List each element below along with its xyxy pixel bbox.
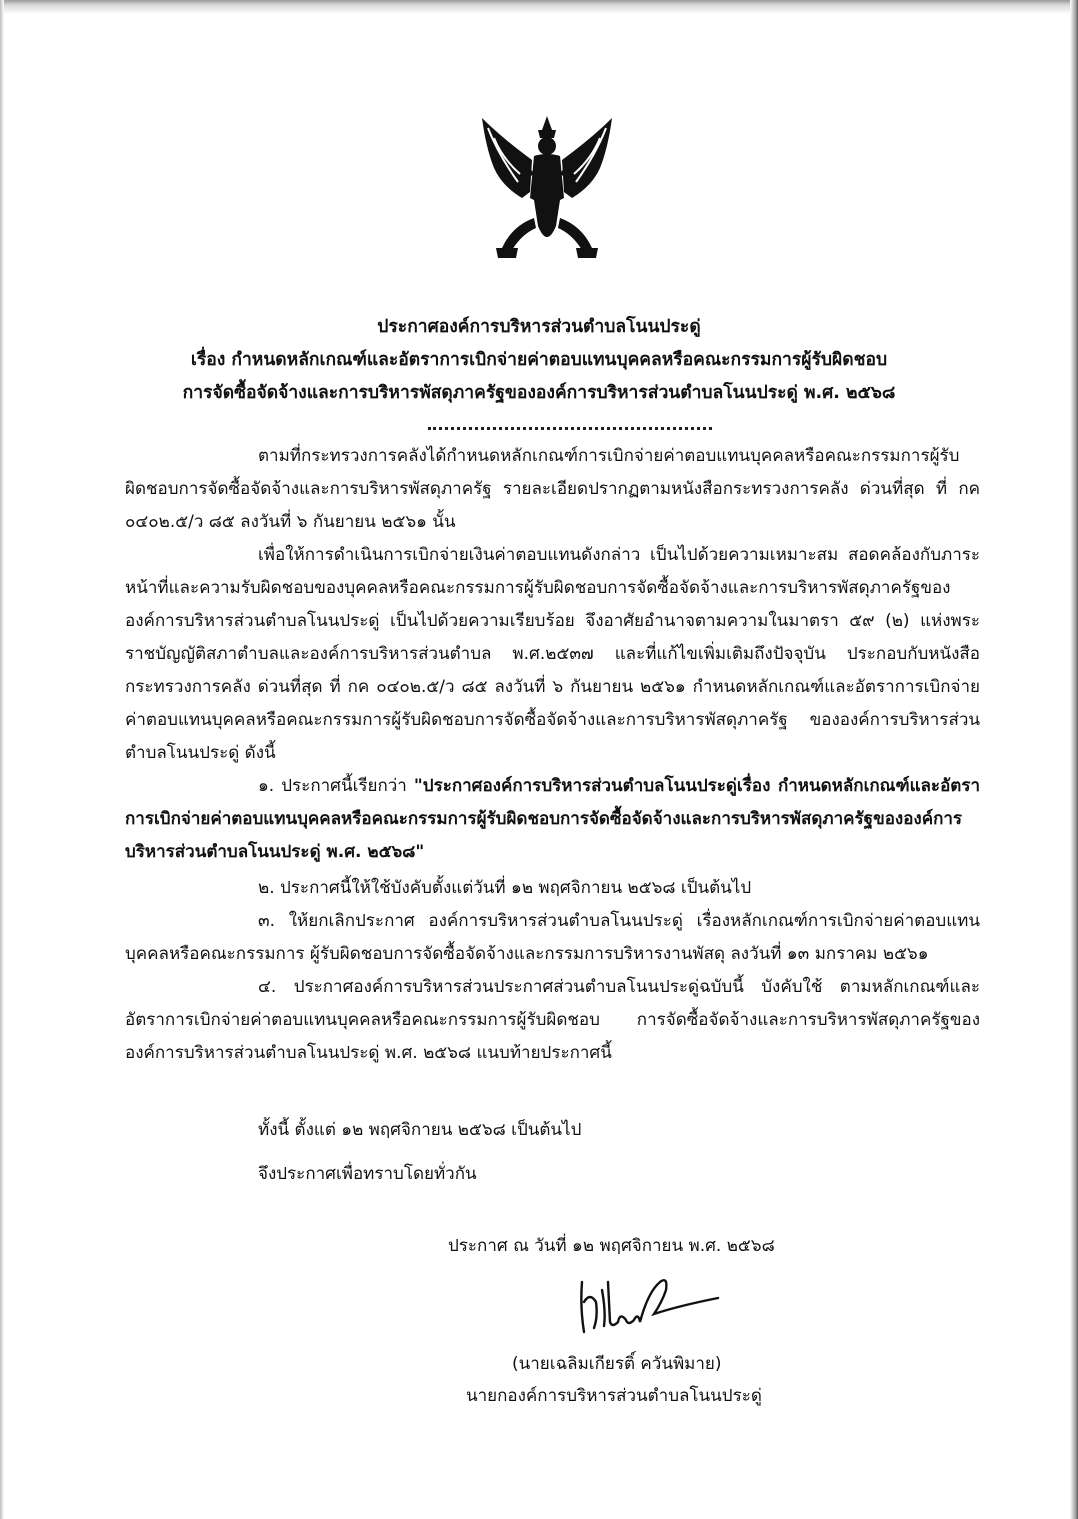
announcement-title: ประกาศองค์การบริหารส่วนตำบลโนนประดู่ [377,317,701,337]
item-3: ๓. ให้ยกเลิกประกาศ องค์การบริหารส่วนตำบลโนนประดู่ เรื่องหลักเกณฑ์การเบิกจ่ายค่าตอบแทนบุคคลหรือคณะกรรมการ ผู้รับผิดชอบการจัดซื้อจัดจ้างและกรรมการบริหารงานพัสดุ ลงวันที่ ๑๓ มกราคม ๒๕๖๑ [125,911,980,964]
paragraph-1: ตามที่กระทรวงการคลังได้กำหนดหลักเกณฑ์การเบิกจ่ายค่าตอบแทนบุคคลหรือคณะกรรมการผู้รับผิดชอบการจัดซื้อจัดจ้างและการบริหารพัสดุภาครัฐ รายละเอียดปรากฏตามหนังสือกระทรวงการคลัง ด่วนที่สุด ที่ กค ๐๔๐๒.๕/ว ๘๕ ลงวันที่ ๖ กันยายน ๒๕๖๑ นั้น [125,446,980,532]
signer-name: (นายเฉลิมเกียรติ์ ควันพิมาย) [512,1354,722,1374]
item-2: ๒. ประกาศนี้ให้ใช้บังคับตั้งแต่วันที่ ๑๒ พฤศจิกายน ๒๕๖๘ เป็นต้นไป [258,878,752,898]
document-body [125,440,980,869]
separator-dots [428,423,712,430]
item-1 [125,770,980,869]
paragraph-2: เพื่อให้การดำเนินการเบิกจ่ายเงินค่าตอบแทนดังกล่าว เป็นไปด้วยความเหมาะสม สอดคล้องกับภาระหน้าที่และความรับผิดชอบของบุคคลหรือคณะกรรมการผู้รับผิดชอบการจัดซื้อจัดจ้างและการบริหารพัสดุภาครัฐขององค์การบริหารส่วนตำบลโนนประดู่ เป็นไปด้วยความเรียบร้อย จึงอาศัยอำนาจตามความในมาตรา ๕๙ (๒) แห่งพระราชบัญญัติสภาตำบลและองค์การบริหารส่วนตำบล พ.ศ.๒๕๓๗ และที่แก้ไขเพิ่มเติมถึงปัจจุบัน ประกอบกับหนังสือกระทรวงการคลัง ด่วนที่สุด ที่ กค ๐๔๐๒.๕/ว ๘๕ ลงวันที่ ๖ กันยายน ๒๕๖๑ กำหนดหลักเกณฑ์และอัตราการเบิกจ่ายค่าตอบแทนบุคคลหรือคณะกรรมการผู้รับผิดชอบการจัดซื้อจัดจ้างและการบริหารพัสดุภาครัฐ ขององค์การบริหารส่วนตำบลโนนประดู่ ดังนี้ [125,545,980,763]
closing-statement: จึงประกาศเพื่อทราบโดยทั่วกัน [258,1164,477,1184]
scan-edge-right [1070,0,1078,1519]
signer-position: นายกองค์การบริหารส่วนตำบลโนนประดู่ [466,1386,762,1406]
item-4: ๔. ประกาศองค์การบริหารส่วนประกาศส่วนตำบลโนนประดู่ฉบับนี้ บังคับใช้ ตามหลักเกณฑ์และอัตราการเบิกจ่ายค่าตอบแทนบุคคลหรือคณะกรรมการผู้รับผิดชอบ การจัดซื้อจัดจ้างและการบริหารพัสดุภาครัฐขององค์การบริหารส่วนตำบลโนนประดู่ พ.ศ. ๒๕๖๘ แนบท้ายประกาศนี้ [125,977,980,1063]
subject-line-2: การจัดซื้อจัดจ้างและการบริหารพัสดุภาครัฐขององค์การบริหารส่วนตำบลโนนประดู่ พ.ศ. ๒๕๖๘ [182,383,896,403]
announced-date: ประกาศ ณ วันที่ ๑๒ พฤศจิกายน พ.ศ. ๒๕๖๘ [448,1236,775,1256]
subject-line-1: เรื่อง กำหนดหลักเกณฑ์และอัตราการเบิกจ่ายค่าตอบแทนบุคคลหรือคณะกรรมการผู้รับผิดชอบ [190,350,888,370]
garuda-emblem-icon [472,108,622,268]
scan-edge-top [0,0,1078,14]
item-1-title: "ประกาศองค์การบริหารส่วนตำบลโนนประดู่เรื่อง กำหนดหลักเกณฑ์และอัตราการเบิกจ่ายค่าตอบแทนบุคคลหรือคณะกรรมการผู้รับผิดชอบการจัดซื้อจัดจ้างและการบริหารพัสดุภาครัฐขององค์การบริหารส่วนตำบลโนนประดู่ พ.ศ. ๒๕๖๘" [125,776,980,862]
document-body-items [125,872,980,1070]
item-1-prefix: ๑. ประกาศนี้เรียกว่า [258,776,414,796]
signature-image [568,1262,728,1342]
effective-date: ทั้งนี้ ตั้งแต่ ๑๒ พฤศจิกายน ๒๕๖๘ เป็นต้นไป [258,1120,582,1140]
scan-edge-left [0,0,4,1519]
